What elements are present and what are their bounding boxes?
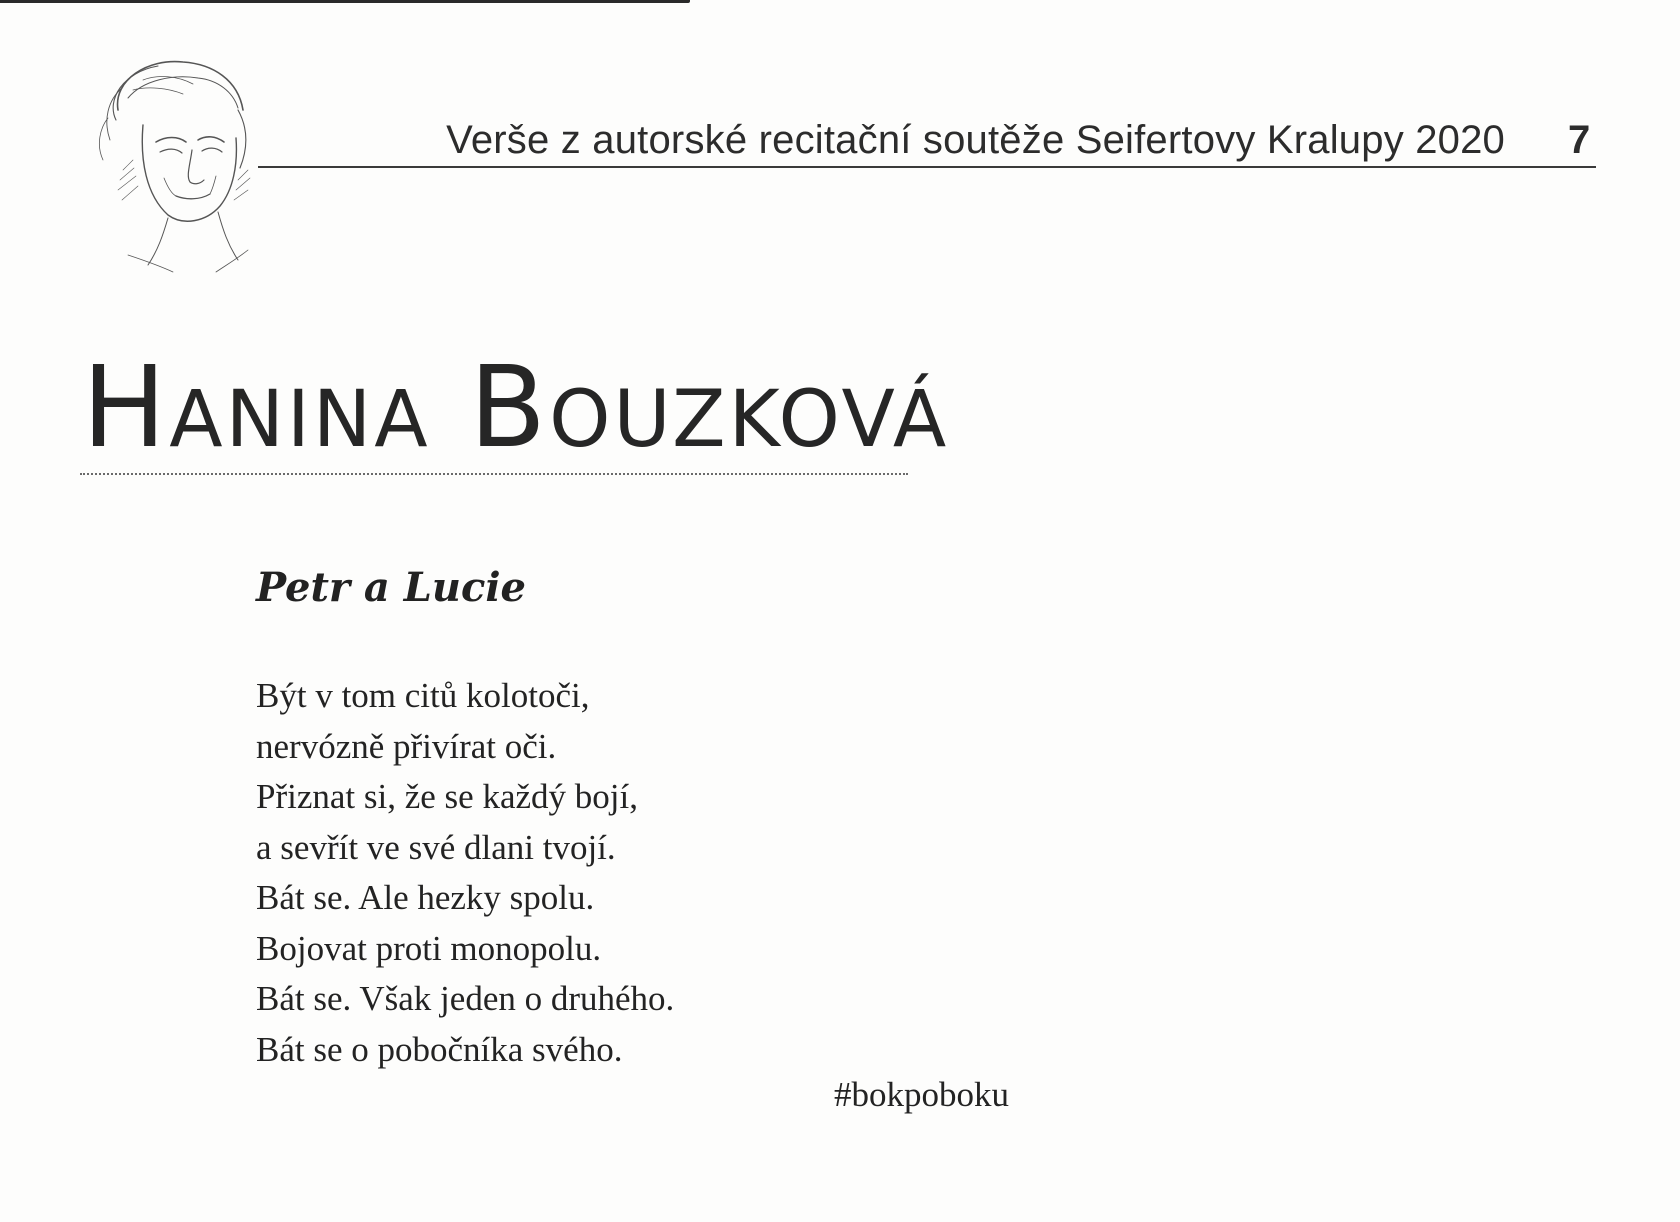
poem-line: Bát se. Ale hezky spolu. <box>256 878 595 917</box>
poem-line: Být v tom citů kolotoči, <box>256 676 590 715</box>
author-name: Hanina Bouzková <box>82 343 950 473</box>
top-edge-rule <box>0 0 690 3</box>
page-number: 7 <box>1568 118 1591 162</box>
portrait-sketch-icon <box>88 50 268 275</box>
header-rule <box>258 166 1596 168</box>
running-header-title: Verše z autorské recitační soutěže Seifertovy Kralupy 2020 <box>446 118 1505 162</box>
poem-line: a sevřít ve své dlani tvojí. <box>256 827 616 867</box>
poem-hashtag: #bokpoboku <box>834 1075 1009 1114</box>
poem-title: Petr a Lucie <box>256 564 526 611</box>
poem-line: Bát se. Však jeden o druhého. <box>256 979 675 1018</box>
author-dotted-rule <box>80 473 908 475</box>
poem-line: nervózně přivírat oči. <box>256 726 557 766</box>
poem-body <box>256 671 674 1075</box>
poem-line: Bojovat proti monopolu. <box>256 928 602 968</box>
poem-line: Přiznat si, že se každý bojí, <box>256 777 638 816</box>
poem-line: Bát se o pobočníka svého. <box>256 1029 623 1069</box>
